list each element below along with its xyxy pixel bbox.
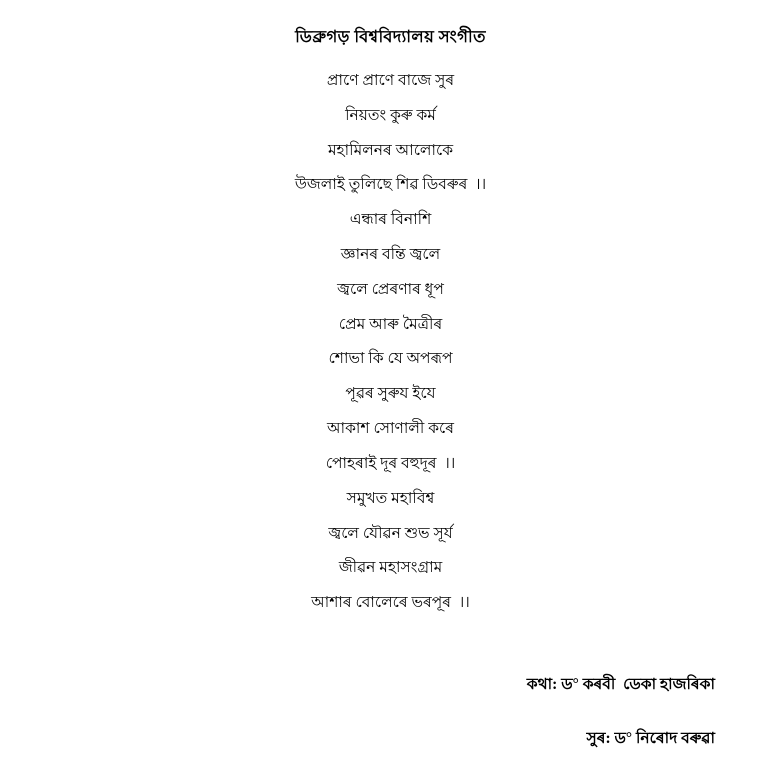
page-title: ডিব্ৰুগড় বিশ্ববিদ্যালয় সংগীত <box>295 27 486 46</box>
lyrics-block <box>0 63 781 620</box>
lyric-line: মহামিলনৰ আলোকে <box>327 141 454 159</box>
credit-lyricist: কথা: ড° কৰবী ডেকা হাজৰিকা <box>526 676 715 694</box>
lyric-line: জ্বলে প্ৰেৰণাৰ ধূপ <box>337 280 444 298</box>
lyric-line: এন্ধাৰ বিনাশি <box>349 211 432 229</box>
lyric-line: সমুখত মহাবিশ্ব <box>346 489 435 507</box>
lyric-line: পূৱৰ সুৰুয ইযে <box>345 385 436 403</box>
lyric-line: উজলাই তুলিছে শিৱ ডিব‍ৰুৰ ।। <box>294 176 487 194</box>
lyric-line: প্ৰেম আৰু মৈত্ৰীৰ <box>338 315 443 333</box>
lyric-line: আকাশ সোণালী কৰে <box>326 420 454 438</box>
lyric-line: জীৱন মহাসংগ্ৰাম <box>338 559 443 577</box>
lyric-line: প্ৰাণে প্ৰাণে বাজে সুৰ <box>326 71 455 89</box>
lyric-line: জ্বলে যৌৱন শুভ সূৰ্য <box>328 524 453 542</box>
lyric-line: পোহৰাই দূৰ বহুদূৰ ।। <box>325 454 456 472</box>
lyric-line: শোভা কি যে অপৰূপ <box>328 350 453 368</box>
lyric-line: নিয়তং কুৰু কৰ্ম <box>345 106 436 124</box>
lyric-line: জ্ঞানৰ বন্তি জ্বলে <box>340 246 441 263</box>
credits-block <box>0 658 781 766</box>
credit-composer: সুৰ: ড° নিৰোদ বৰুৱা <box>586 730 715 748</box>
lyric-line: আশাৰ বোলেৰে ভৰপূৰ ।। <box>311 594 470 612</box>
